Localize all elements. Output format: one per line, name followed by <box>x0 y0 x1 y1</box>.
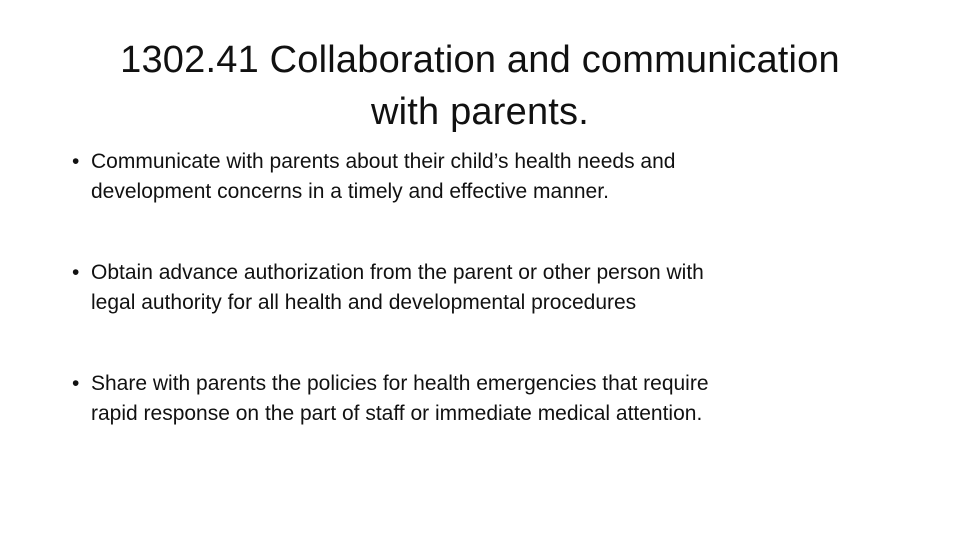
bullet-list <box>72 147 882 480</box>
bullet-text-line-2: legal authority for all health and developmental procedures <box>91 291 637 314</box>
bullet-item-authorization <box>72 258 882 318</box>
bullet-item-communicate <box>72 147 882 207</box>
bullet-text-line-1: Communicate with parents about their child’s health needs and <box>91 150 676 173</box>
bullet-dot-icon: • <box>72 150 80 173</box>
bullet-dot-icon: • <box>72 372 80 395</box>
bullet-text-line-1: Share with parents the policies for health emergencies that require <box>91 372 709 395</box>
bullet-text-line-2: rapid response on the part of staff or immediate medical attention. <box>91 402 703 425</box>
slide-title-line-2: with parents. <box>370 91 590 133</box>
bullet-dot-icon: • <box>72 261 80 284</box>
slide-title-line-1: 1302.41 Collaboration and communication <box>120 39 840 81</box>
bullet-text-line-2: development concerns in a timely and effective manner. <box>91 180 609 203</box>
bullet-text-line-1: Obtain advance authorization from the parent or other person with <box>91 261 704 284</box>
bullet-item-policies <box>72 369 882 429</box>
slide-title <box>60 34 900 138</box>
